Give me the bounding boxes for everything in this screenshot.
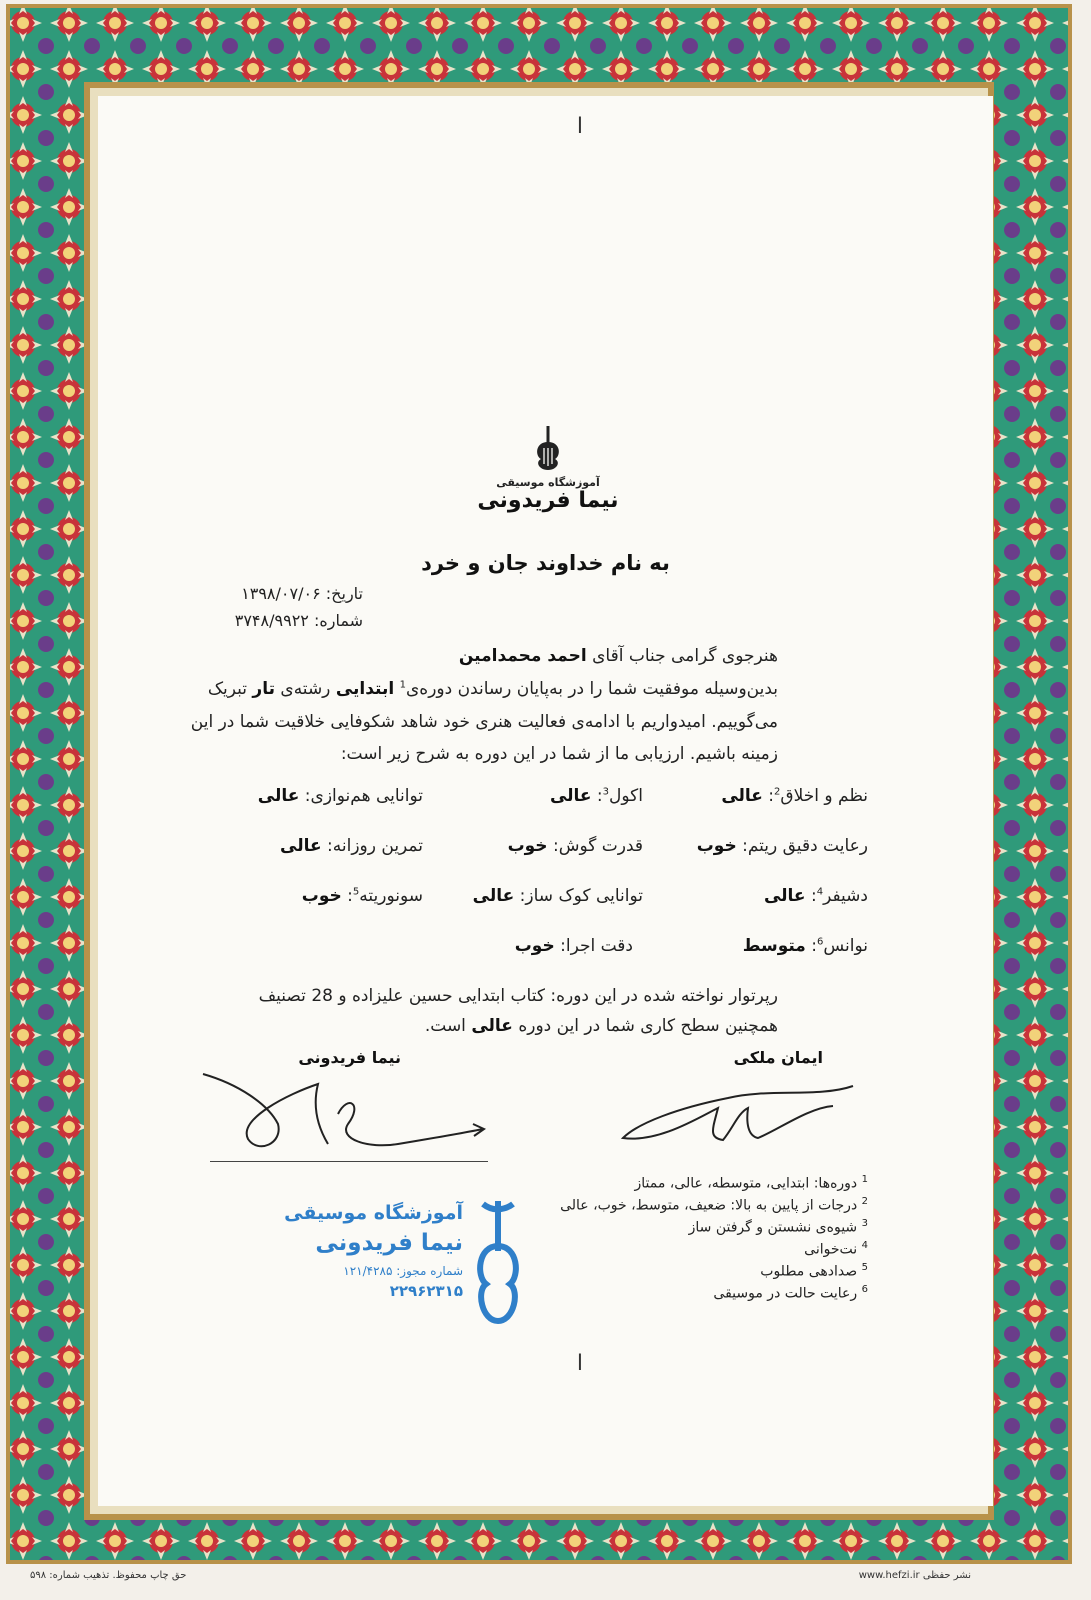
stamp-instrument-icon xyxy=(468,1196,528,1326)
footnote: $^1$ دوره‌ها: ابتدایی، متوسطه، عالی، ممتاز xyxy=(634,1174,868,1192)
student-name: احمد محمدامین xyxy=(458,646,587,666)
right-signature-scribble xyxy=(618,1068,863,1158)
eval-item: قدرت گوش: خوب xyxy=(507,836,643,856)
level-line xyxy=(425,1016,778,1036)
body-l1e: تبریک xyxy=(207,679,248,699)
certificate-content xyxy=(98,96,993,1506)
eval-item: تمرین روزانه: عالی xyxy=(280,836,423,856)
level-prefix: همچنین سطح کاری شما در این دوره xyxy=(518,1016,778,1036)
date-value: ۱۳۹۸/۰۷/۰۶ xyxy=(241,584,321,603)
left-signature-line xyxy=(210,1161,488,1162)
eval-item: دقت اجرا: خوب xyxy=(514,936,633,956)
repertoire-line: رپرتوار نواخته شده در این دوره: کتاب ابتدایی حسین علیزاده و 28 تصنیف xyxy=(258,986,778,1006)
level-suffix: است. xyxy=(424,1016,466,1036)
stamp-line2: نیما فریدونی xyxy=(315,1230,463,1256)
eval-item: دشیفر$^4$: عالی xyxy=(763,886,868,906)
eval-item: نوانس$^6$: متوسط xyxy=(742,936,868,956)
top-mark: ا xyxy=(576,114,583,139)
body-line-1 xyxy=(208,679,778,699)
school-stamp xyxy=(218,1196,528,1336)
date-line xyxy=(241,584,363,603)
body-l1c: رشته‌ی xyxy=(280,679,331,699)
right-signatory-name: ایمان ملکی xyxy=(733,1048,823,1067)
eval-item: سونوریته$^5$: خوب xyxy=(301,886,423,906)
eval-item: رعایت دقیق ریتم: خوب xyxy=(696,836,868,856)
eval-item: توانایی هم‌نوازی: عالی xyxy=(257,786,423,806)
logo-line2: نیما فریدونی xyxy=(477,488,619,513)
footnote: $^2$ درجات از پایین به بالا: ضعیف، متوسط، خوب، عالی xyxy=(560,1196,868,1214)
stamp-line1: آموزشگاه موسیقی xyxy=(284,1202,463,1224)
body-l1-sup: 1 xyxy=(399,679,406,691)
body-l1a: بدین‌وسیله موفقیت شما را در به‌پایان رساندن دوره‌ی xyxy=(405,679,778,699)
left-signatory-name: نیما فریدونی xyxy=(298,1048,401,1067)
eval-item: نظم و اخلاق$^2$: عالی xyxy=(721,786,868,806)
footnote: $^6$ رعایت حالت در موسیقی xyxy=(713,1284,868,1302)
course-level: ابتدایی xyxy=(335,679,395,699)
bottom-mark: ا xyxy=(576,1351,583,1376)
eval-item: توانایی کوک ساز: عالی xyxy=(472,886,643,906)
left-signature-scribble xyxy=(198,1064,488,1164)
publisher-footer: نشر حفظی www.hefzi.ir xyxy=(858,1570,971,1581)
footnote: $^4$ نت‌خوانی xyxy=(804,1240,868,1258)
tar-instrument-icon xyxy=(531,426,565,470)
school-logo xyxy=(468,426,628,513)
logo-line1: آموزشگاه موسیقی xyxy=(496,476,600,489)
body-line-2: می‌گوییم. امیدواریم با ادامه‌ی فعالیت هنری خود شاهد شکوفایی خلاقیت شما در این xyxy=(190,712,778,732)
copyright-footer: حق چاپ محفوظ. تذهیب شماره: ۵۹۸ xyxy=(30,1570,187,1581)
date-label: تاریخ: xyxy=(325,584,363,603)
stamp-license: شماره مجوز: ۱۲۱/۴۲۸۵ xyxy=(343,1264,463,1278)
instrument-name: تار xyxy=(252,679,275,699)
stamp-phone: ۲۲۹۶۲۳۱۵ xyxy=(389,1282,463,1300)
certificate-heading: به نام خداوند جان و خرد xyxy=(421,551,670,575)
number-value: ۳۷۴۸/۹۹۲۲ xyxy=(234,611,309,630)
overall-level: عالی xyxy=(471,1016,513,1036)
greeting-line xyxy=(459,646,778,666)
greeting-prefix: هنرجوی گرامی جناب آقای xyxy=(592,646,778,666)
eval-item: اکول$^3$: عالی xyxy=(549,786,643,806)
footnote: $^3$ شیوه‌ی نشستن و گرفتن ساز xyxy=(688,1218,868,1236)
footnote: $^5$ صدادهی مطلوب xyxy=(760,1262,868,1280)
number-line xyxy=(235,611,363,630)
body-line-3: زمینه باشیم. ارزیابی ما از شما در این دوره به شرح زیر است: xyxy=(340,744,778,764)
number-label: شماره: xyxy=(313,611,363,630)
